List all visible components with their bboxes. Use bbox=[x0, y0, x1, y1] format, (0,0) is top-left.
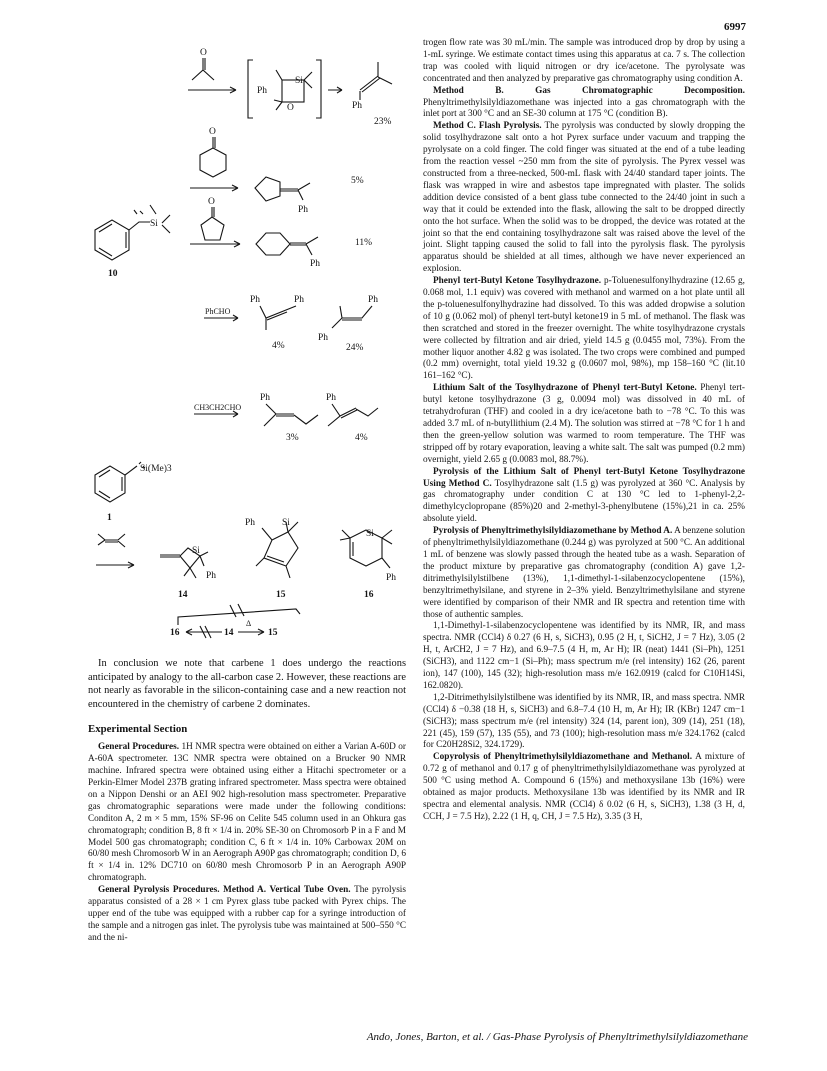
paragraph-text: A benzene solution of phenyltrimethylsilyldiazomethane (0.244 g) was pyrolyzed at 500 °C. An additional 1 mL of benzene was slowly passed through the heated tube as a wash. Separation of the product mixture by preparative gas chromatography (condition A) gave 1,2-ditrimethylsilylstilbene (13%), 1,1-dimethyl-1-silabenzocyclopentene (15%), benzyltrimethylsilane, and styrene in 2–3% yield. Benzyltrimethylsilane and styrene were identified by comparison of their NMR and IR spectra and retention time with those of authentic samples. bbox=[423, 526, 746, 620]
yield-label: 3% bbox=[286, 433, 299, 443]
paragraph bbox=[423, 467, 745, 527]
pentene-product-1 bbox=[260, 393, 318, 426]
ph-label: Ph bbox=[245, 518, 256, 528]
section-heading: Experimental Section bbox=[88, 723, 188, 736]
reaction-arrow bbox=[328, 87, 342, 93]
reagent-label-phcho: PhCHO bbox=[205, 307, 231, 316]
compound-label-15: 15 bbox=[268, 628, 278, 638]
oxygen-label: O bbox=[200, 48, 207, 58]
pentene-product-2 bbox=[326, 393, 378, 426]
paragraph-text: A mixture of 0.72 g of methanol and 0.17 g of phenyltrimethylsilyldiazomethane was pyrolyzed at 500 °C using method A. Compound 6 (15%) and methoxysilane 13b (16%) were obtained as major products. Methoxysilane 13b was identified by its NMR and IR spectra and elemental analysis. NMR (CCl4) δ 0.02 (6 H, s, SiCH3), 1.38 (3 H, d, CCH, J = 7.5 Hz), 2.22 (1 H, q, CH, J = 7.5 Hz), 3.35 (3 H, bbox=[423, 752, 746, 822]
paragraph-text: Phenyltrimethylsilyldiazomethane was injected into a gas chromatograph with the inlet port at 300 °C and an SE-30 column at 175 °C (condition B). bbox=[423, 97, 745, 120]
cyclopentanone-structure bbox=[201, 197, 224, 240]
silaoxetane-intermediate bbox=[248, 60, 321, 118]
compound-label-16: 16 bbox=[170, 628, 180, 638]
general-procedures-paragraph bbox=[88, 742, 406, 885]
compound-10-structure bbox=[95, 205, 170, 260]
compound-label-14: 14 bbox=[178, 590, 188, 600]
ph-label: Ph bbox=[257, 86, 268, 96]
reaction-arrow bbox=[190, 185, 238, 191]
ph-label: Ph bbox=[368, 295, 379, 305]
oxygen-label: O bbox=[208, 197, 215, 207]
alkene-product bbox=[352, 62, 392, 111]
paragraph-title: General Procedures. bbox=[98, 742, 180, 753]
compound-14-structure bbox=[160, 546, 216, 581]
si-label: Si bbox=[295, 76, 303, 86]
ph-label: Ph bbox=[352, 101, 363, 111]
paragraph-title: Lithium Salt of the Tosylhydrazone of Phenyl tert-Butyl Ketone. bbox=[433, 383, 697, 394]
tetramethylethylene-structure bbox=[98, 534, 125, 547]
paragraph: 1,1-Dimethyl-1-silabenzocyclopentene was identified by its NMR, IR, and mass spectra. NMR (CCl4) δ 0.27 (6 H, s, SiCH3), 0.95 (2 H, t, SiCH2, J = 7 Hz), 3.05 (2 H, t, ArCH2, J = 7 Hz), and 6.9–7.5 (4 H, m, Ar H); IR (neat) 1441 (Si–Ph), 1251 (SiCH3), and 1122 cm−1 (Si–Ph); mass spectrum m/e (rel intensity) 162 (26, parent ion), 147 (100), 145 (32); high-resolution mass m/e 162.0919 (calcd for C10H14Si, 162.0820). bbox=[423, 621, 745, 691]
ph-label: Ph bbox=[206, 571, 217, 581]
si-label: Si bbox=[192, 546, 200, 556]
oxygen-label: O bbox=[209, 127, 216, 137]
paragraph bbox=[423, 526, 745, 621]
yield-label: 4% bbox=[355, 433, 368, 443]
cyclohexanone-structure bbox=[200, 127, 226, 177]
yield-label: 11% bbox=[355, 238, 373, 248]
si-label: Si bbox=[150, 219, 158, 229]
compound-label-15: 15 bbox=[276, 590, 286, 600]
yield-label: 5% bbox=[351, 176, 364, 186]
paragraph-title: Pyrolysis of the Lithium Salt of Phenyl tert-Butyl Ketone Tosylhydrazone Using Method C. bbox=[423, 466, 745, 489]
yield-label: 23% bbox=[374, 117, 392, 127]
conclusion-paragraph: In conclusion we note that carbene 1 does undergo the reactions anticipated by analogy to the all-carbon case 2. However, these reactions are not nearly as favorable in the silicon-containing case and a new reaction not encountered in the chemistry of carbene 2 dominates. bbox=[88, 658, 406, 710]
compound-label-14: 14 bbox=[224, 628, 234, 638]
paragraph-title: General Pyrolysis Procedures. Method A. Vertical Tube Oven. bbox=[98, 885, 351, 896]
right-column bbox=[423, 38, 745, 824]
paragraph-title: Method C. Flash Pyrolysis. bbox=[433, 121, 542, 132]
delta-label: Δ bbox=[246, 619, 252, 628]
paragraph-text: The pyrolysis was conducted by slowly dropping the solid tosylhydrazone salt onto a hot Pyrex surface under vacuum and trapping the pyrolysate on a cold finger. The cold finger was situated at the end of a tube leading from the reaction vessel ~250 mm from the site of pyrolysis. The Pyrex vessel was constructed from a three-necked, 500-mL flask with 24/40 standard taper joints. The flask was wrapped in wire and asbestos tape impregnated with plaster. The solids addition device consisted of a bent glass tube connected to the 24/40 joint in such a way that it could be extended into the flask, allowing the salt to be dropped directly onto the hot surface. When the solid was to be dropped, the device was rotated at the joint so that the end containing tosylhydrazone salt was raised above the level of the joint. Slight tapping caused the solid to fall into the pyrolysis flask. The pyrolysis apparatus should be shielded at all times, although we have never experienced an explosion. bbox=[423, 121, 745, 275]
compound-label-1: 1 bbox=[107, 513, 112, 523]
compound-16-structure bbox=[340, 529, 396, 583]
cyclohexylidene-product bbox=[256, 233, 320, 269]
cyclopentylidene-product bbox=[255, 177, 310, 215]
paragraph bbox=[423, 86, 745, 122]
paragraph: 1,2-Ditrimethylsilylstilbene was identified by its NMR, IR, and mass spectra. NMR (CCl4) δ −0.38 (18 H, s, SiCH3) and 6.8–7.4 (10 H, m, Ar H); IR (KBr) 1247 cm−1 (SiCH3); mass spectrum m/e (rel intensity) 324 (14, parent ion), 309 (14), 251 (18), 221 (45), 159 (57), 135 (55), and 73 (100); high-resolution mass m/e 324.1762 (calcd for C20H28Si2, 324.1729). bbox=[423, 692, 745, 751]
paragraph bbox=[423, 121, 745, 276]
si-label: Si bbox=[282, 518, 290, 528]
paragraph-title: Copyrolysis of Phenyltrimethylsilyldiazomethane and Methanol. bbox=[433, 752, 693, 763]
paragraph bbox=[423, 276, 745, 383]
paragraph bbox=[423, 383, 745, 466]
pyrolysis-procedures-paragraph bbox=[88, 885, 406, 945]
paragraph bbox=[423, 752, 745, 823]
paragraph-text: 1H NMR spectra were obtained on either a Varian A-60D or A-60A spectrometer. 13C NMR spectra were obtained on a Brucker 90 NMR machine. Infrared spectra were obtained using either a Hitachi spectrometer or a Perkin-Elmer Model 237B grating infrared spectrometer. Mass spectra were obtained on a Nippon Denshi or an AEI 902 high-resolution mass spectrometer. Preparative gas chromatographic separations were made under the following conditions: Conditon A, 2 m × 5 mm, 15% SF-96 on Celite 545 column used in an Ohkura gas chromatograph; condition B, 8 ft × 1/4 in. 20% SE-30 on Chromosorb P in a F and M Model 500 gas chromatograph; condition C, 6 ft × 1/4 in. 10% Carbowax 20M on 60/80 mesh Chromosorb W in an Aerograph A90P gas chromatograph; condition D, 6 ft × 1/4 in. 12% DC710 on 60/80 mesh Chromosorb P in an Aerograph A90P chromatograph. bbox=[88, 742, 406, 884]
si-label: Si bbox=[366, 529, 374, 539]
reaction-arrow bbox=[188, 87, 236, 93]
compound-15-structure bbox=[245, 518, 298, 578]
reaction-scheme bbox=[0, 0, 420, 650]
heat-arrow bbox=[238, 629, 264, 635]
compound-label-16: 16 bbox=[364, 590, 374, 600]
ph-label: Ph bbox=[294, 295, 305, 305]
paragraph-title: Pyrolysis of Phenyltrimethylsilyldiazomethane by Method A. bbox=[433, 526, 673, 537]
ph-label: Ph bbox=[386, 573, 397, 583]
route-bracket bbox=[178, 604, 300, 625]
simethyl-label: Si(Me)3 bbox=[140, 464, 172, 474]
ph-label: Ph bbox=[318, 333, 329, 343]
paragraph-text: The pyrolysis apparatus consisted of a 28 × 1 cm Pyrex glass tube packed with Pyrex chips. The upper end of the tube was equipped with a rubber cap for a syringe introduction of the sample and a nitrogen gas inlet. The pyrolysis tube was maintained at 500–550 °C and the ni- bbox=[88, 885, 406, 943]
stilbene-product bbox=[250, 295, 304, 330]
paragraph: trogen flow rate was 30 mL/min. The sample was introduced drop by drop by using a 1-mL syringe. We estimate contact times using this apparatus at ca. 7 s. The collection trap was cooled with liquid nitrogen or dry ice/acetone. The pyrolysate was concentrated and then analyzed by preparative gas chromatography using condition A. bbox=[423, 38, 745, 84]
reaction-arrow bbox=[96, 562, 134, 568]
ph-label: Ph bbox=[260, 393, 271, 403]
paragraph-text: Tosylhydrazone salt (1.5 g) was pyrolyzed at 360 °C. Analysis by gas chromatography under condition C at 130 °C led to 1-phenyl-2,2-dimethylcyclopropane (85%)20 and 2-methyl-3-phenylbutene (15%),21 in ca. 25% absolute yield. bbox=[423, 478, 745, 525]
page-footer: Ando, Jones, Barton, et al. / Gas-Phase Pyrolysis of Phenyltrimethylsilyldiazomethane bbox=[366, 1031, 748, 1043]
page-number: 6997 bbox=[724, 21, 746, 33]
paragraph-title: Method B. Gas Chromatographic Decomposition. bbox=[433, 85, 745, 96]
ph-label: Ph bbox=[250, 295, 261, 305]
ph-label: Ph bbox=[326, 393, 337, 403]
yield-label: 24% bbox=[346, 343, 364, 353]
compound-1-structure bbox=[95, 462, 172, 502]
yield-label: 4% bbox=[272, 341, 285, 351]
ph-label: Ph bbox=[310, 259, 321, 269]
blocked-arrow bbox=[186, 626, 222, 638]
paragraph-text: Phenyl tert-butyl ketone tosylhydrazone (3 g, 0.0094 mol) was dissolved in 40 mL of tetrahydrofuran (THF) and cooled in a dry ice/acetone bath to −78 °C. To this was added 3.7 mL of n-butyllithium (2.4 M). The solution was stirred at −78 °C for 1 h and then the green-yellow solution was warmed to room temperature. The THF was stripped off by rotary evaporation, leaving a white salt. The salt was pumped (0.2 mm) overnight, yield 2.65 g (0.0083 mol, 88.7%). bbox=[423, 383, 746, 465]
compound-label-10: 10 bbox=[108, 269, 118, 279]
acetone-structure bbox=[192, 48, 214, 80]
reaction-arrow bbox=[190, 241, 240, 247]
ph-label: Ph bbox=[298, 205, 309, 215]
reagent-label-propanal: CH3CH2CHO bbox=[194, 403, 242, 412]
paragraph-text: p-Toluenesulfonylhydrazine (12.65 g, 0.068 mol, 1.1 equiv) was covered with methanol and warmed on a hot plate until all the p-toluenesulfonylhydrazine had dissolved. To this was added dropwise a solution of 10 g (0.062 mol) of phenyl tert-butyl ketone19 in 5 mL of methanol. The flask was then scratched and stored in the freezer overnight. The white tosylhydrazone crystals were collected by filtration and air dried, yield 14.5 g (0.0455 mol, 73%). From the mother liquor another 4.82 g was isolated. The two crops were combined and pumped (0.2 mm) overnight, total yield 19.32 g (0.0607 mol, 98%), mp 158–160 °C (lit.10 161–162 °C). bbox=[423, 276, 745, 382]
diphenylpropene-product bbox=[318, 295, 378, 343]
left-column bbox=[88, 657, 406, 945]
oxygen-label: O bbox=[287, 103, 294, 113]
paragraph-title: Phenyl tert-Butyl Ketone Tosylhydrazone. bbox=[433, 276, 602, 287]
